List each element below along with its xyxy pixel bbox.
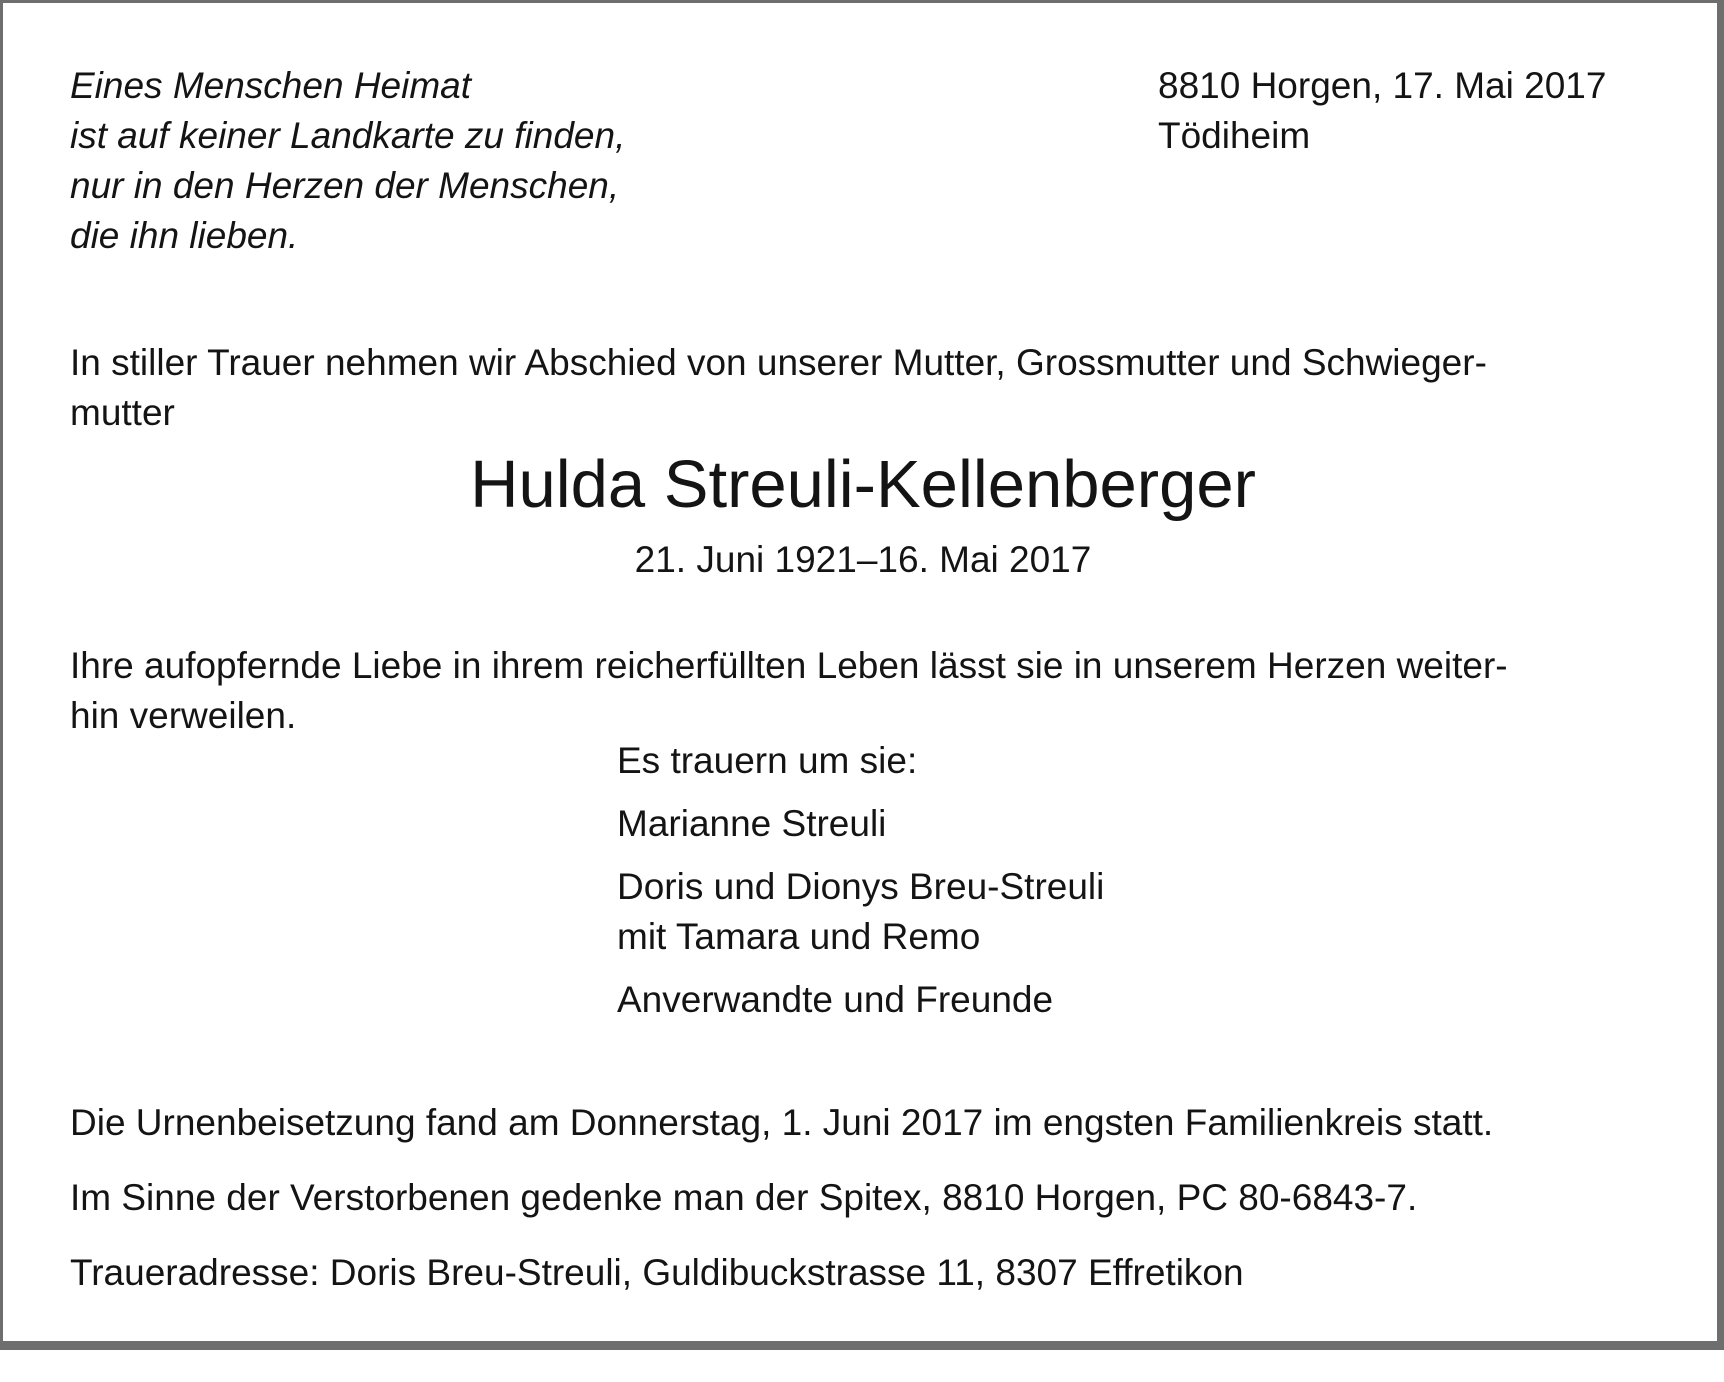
intro-text	[70, 338, 1487, 438]
mourners-list	[617, 799, 1104, 1038]
motto-line: nur in den Herzen der Menschen,	[70, 165, 620, 206]
motto-verse	[70, 61, 625, 261]
mourners-heading: Es trauern um sie:	[617, 740, 918, 781]
motto-line: ist auf keiner Landkarte zu finden,	[70, 115, 626, 156]
motto-line: Eines Menschen Heimat	[70, 65, 472, 106]
place-date-line: 8810 Horgen, 17. Mai 2017	[1158, 65, 1607, 106]
mourner-entry	[617, 862, 1104, 962]
intro-line: In stiller Trauer nehmen wir Abschied von unserer Mutter, Grossmutter und Schwieger-	[70, 342, 1487, 383]
mourner-line: mit Tamara und Remo	[617, 916, 981, 957]
mourner-line: Marianne Streuli	[617, 803, 887, 844]
motto-line: die ihn lieben.	[70, 215, 299, 256]
place-name-line: Tödiheim	[1158, 115, 1311, 156]
tribute-line: Ihre aufopfernde Liebe in ihrem reicherfüllten Leben lässt sie in unserem Herzen weiter-	[70, 645, 1508, 686]
mourner-entry	[617, 975, 1104, 1025]
mourner-line: Anverwandte und Freunde	[617, 979, 1054, 1020]
life-dates: 21. Juni 1921–16. Mai 2017	[634, 539, 1092, 580]
mourner-line: Doris und Dionys Breu-Streuli	[617, 866, 1105, 907]
deceased-name: Hulda Streuli-Kellenberger	[470, 447, 1256, 522]
memorial-donation-notice: Im Sinne der Verstorbenen gedenke man der Spitex, 8810 Horgen, PC 80-6843-7.	[70, 1177, 1418, 1218]
place-and-date	[1158, 61, 1606, 161]
tribute-line: hin verweilen.	[70, 695, 297, 736]
intro-line: mutter	[70, 392, 175, 433]
condolence-address: Traueradresse: Doris Breu-Streuli, Guldibuckstrasse 11, 8307 Effretikon	[70, 1252, 1244, 1293]
burial-notice: Die Urnenbeisetzung fand am Donnerstag, 1. Juni 2017 im engsten Familienkreis statt.	[70, 1102, 1494, 1143]
tribute-text	[70, 641, 1508, 741]
mourner-entry	[617, 799, 1104, 849]
